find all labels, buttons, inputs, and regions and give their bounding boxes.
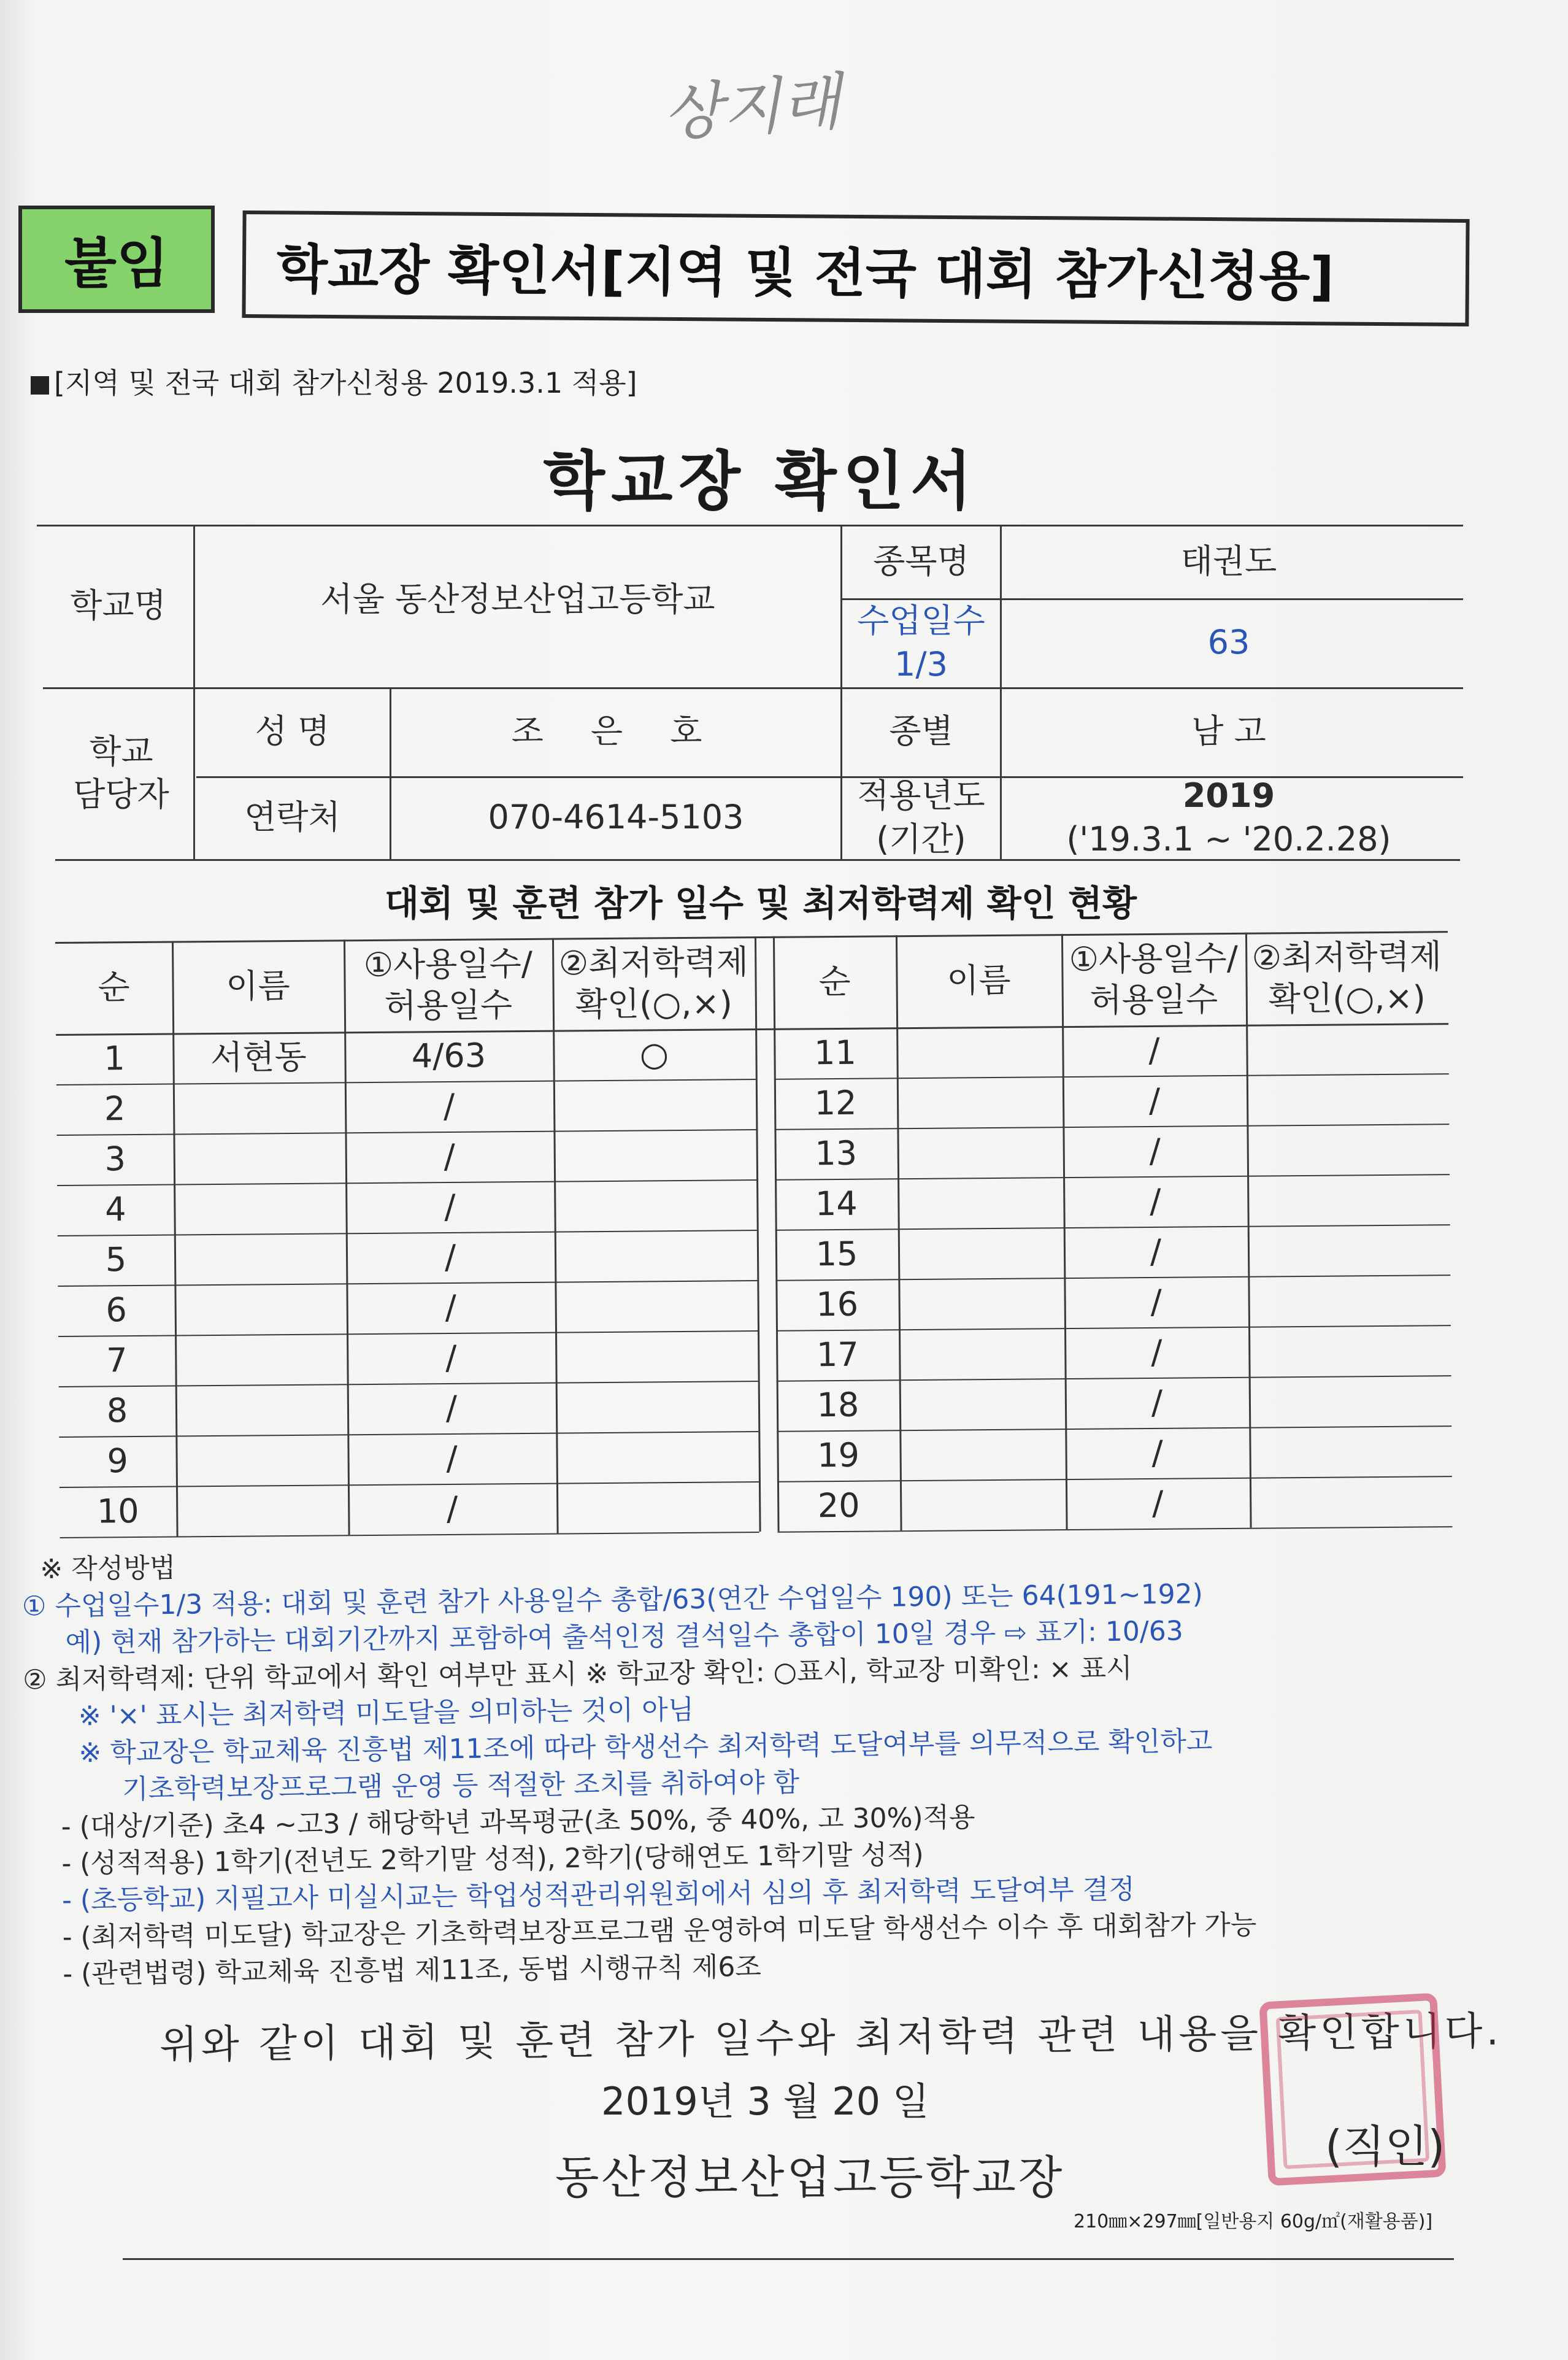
instruction-line: 기초학력보장프로그램 운영 등 적절한 조치를 취하여야 함 [121,1767,800,1805]
row-used-days: / [1150,1232,1162,1271]
row-number: 2 [104,1089,126,1128]
row-academic-check [1247,1124,1450,1176]
row-used-days: / [1151,1383,1163,1422]
row-academic-check [556,1381,759,1433]
row-name [900,1479,1066,1530]
instruction-line: ※ 학교장은 학교체육 진흥법 제11조에 따라 학생선수 최저학력 도달여부를 의무적으로 확인하고 [79,1726,1213,1769]
row-academic-check [553,1129,756,1181]
row-name [899,1378,1066,1430]
seal-label: (직인) [1325,2121,1445,2172]
row-name [173,1082,345,1133]
manager-label [49,687,193,859]
year-label-line1: 적용년도 [857,776,985,816]
instruction-line: ※ '×' 표시는 최저학력 미도달을 의미하는 것이 아님 [78,1694,694,1732]
row-academic-check [556,1481,759,1533]
school-label: 학교명 [70,586,166,625]
type-value: 남 고 [1191,712,1266,751]
row-number: 4 [104,1190,126,1229]
year-value [1002,776,1456,859]
attachment-badge: 붙임 [18,206,215,313]
row-used-days: / [1148,1031,1160,1070]
header-days-left [344,938,553,1032]
class-days-label-line2: 1/3 [894,644,948,684]
row-academic-check [555,1330,758,1382]
row-name [175,1384,348,1435]
name-value: 조 은 호 [511,712,721,751]
school-value: 서울 동산정보산업고등학교 [320,580,715,619]
row-used-days: / [1151,1484,1164,1523]
sport-label: 종목명 [873,541,969,580]
status-section-title: 대회 및 훈련 참가 일수 및 최저학력제 확인 현황 [384,882,1137,924]
row-name: 서현동 [210,1038,307,1078]
row-academic-check [556,1431,759,1483]
row-used-days: / [1151,1433,1163,1473]
subheading [31,361,637,401]
row-used-days: / [1150,1282,1163,1322]
instruction-line: ② 최저학력제: 단위 학교에서 확인 여부만 표시 ※ 학교장 확인: ○표시, 학교장 미확인: × 표시 [23,1652,1132,1696]
header-days-left-line1: ①사용일수/ [363,944,533,984]
header-days-right [1061,933,1246,1026]
row-name [174,1233,347,1284]
confirmation-statement: 위와 같이 대회 및 훈련 참가 일수와 최저학력 관련 내용을 확인합니다. [159,2008,1503,2069]
row-used-days: 4/63 [411,1036,486,1076]
row-number: 13 [815,1133,858,1173]
row-number: 7 [106,1341,128,1380]
instruction-line: 예) 현재 참가하는 대회기간까지 포함하여 출석인정 결석일수 총합이 10일 경우 ⇨ 표기: 10/63 [65,1615,1183,1659]
header-name-left: 이름 [226,966,290,1006]
row-name [175,1333,347,1385]
header-days-right-line1: ①사용일수/ [1069,938,1239,979]
class-days-label-line1: 수업일수 [857,601,985,641]
row-academic-check [1248,1224,1451,1276]
instruction-line: - (성적적용) 1학기(전년도 2학기말 성적), 2학기(당해연도 1학기말 성적) [61,1839,924,1880]
subheading-text: [지역 및 전국 대회 참가신청용 2019.3.1 적용] [54,366,637,399]
page-title: 학교장 확인서 [543,444,978,519]
row-academic-check [553,1079,756,1131]
row-name [897,1127,1063,1178]
row-name [898,1278,1064,1329]
row-number: 10 [96,1492,139,1531]
header-academic-left-line2: 확인(○,×) [575,984,733,1024]
row-used-days: / [446,1439,458,1478]
row-used-days: / [445,1389,458,1428]
row-number: 9 [107,1441,129,1481]
paper-spec-footer: 210㎜×297㎜[일반용지 60g/㎡(재활용품)] [1074,2211,1433,2232]
name-label: 성 명 [255,712,330,751]
participation-table [55,931,1459,1537]
row-number: 16 [816,1284,859,1324]
row-name [899,1429,1066,1480]
row-used-days: / [444,1137,456,1176]
row-used-days: / [444,1238,456,1277]
instruction-line: ① 수업일수1/3 적용: 대회 및 훈련 참가 사용일수 총합/63(연간 수업일수 190) 또는 64(191~192) [21,1578,1203,1622]
year-value-line1: 2019 [1182,776,1275,816]
instruction-line: ※ 작성방법 [40,1552,176,1586]
row-academic-check [1248,1325,1451,1377]
row-academic-check [1249,1425,1452,1478]
row-number: 1 [104,1039,125,1078]
row-name [174,1182,346,1234]
row-number: 12 [814,1083,857,1123]
year-value-line2: ('19.3.1 ~ '20.2.28) [1066,819,1391,858]
row-used-days: / [1148,1081,1161,1120]
instruction-line: - (관련법령) 학교체육 진흥법 제11조, 동법 시행규칙 제6조 [63,1951,762,1990]
row-academic-check [1248,1274,1451,1327]
row-name [173,1132,345,1184]
row-name [897,1076,1063,1128]
row-name [899,1328,1065,1379]
row-used-days: / [1149,1132,1161,1171]
sport-value: 태권도 [1180,541,1277,580]
row-academic-check [1250,1476,1453,1528]
manager-label-line1: 학교 [89,731,153,771]
row-name [898,1227,1064,1279]
header-name-right: 이름 [947,961,1011,1000]
header-academic-right [1245,931,1448,1025]
row-name [175,1434,348,1486]
row-used-days: / [446,1489,458,1529]
row-used-days: / [443,1087,455,1126]
row-academic-check: ○ [639,1035,669,1074]
row-number: 17 [816,1335,859,1375]
attachment-title: 학교장 확인서[지역 및 전국 대회 참가신청용] [242,210,1469,326]
header-academic-right-line1: ②최저학력제 [1251,936,1442,978]
row-number: 8 [106,1391,128,1430]
instruction-line: - (초등학교) 지필고사 미실시교는 학업성적관리위원회에서 심의 후 최저학력 도달여부 결정 [61,1873,1135,1916]
header-days-right-line2: 허용일수 [1090,980,1218,1020]
header-days-left-line2: 허용일수 [384,985,513,1025]
row-academic-check [554,1179,757,1232]
class-days-value: 63 [1207,623,1250,662]
row-academic-check [1247,1073,1450,1125]
contact-label: 연락처 [244,798,340,837]
row-number: 20 [817,1486,860,1525]
square-bullet-icon [31,376,49,395]
contact-value: 070-4614-5103 [488,798,744,837]
row-number: 6 [106,1290,128,1330]
row-name [896,1026,1063,1078]
manager-label-line2: 담당자 [73,775,169,814]
instruction-line: - (대상/기준) 초4 ~고3 / 해당학년 과목평균(초 50%, 중 40%, 고 30%)적용 [61,1802,975,1843]
row-number: 11 [813,1033,857,1073]
row-academic-check [1247,1174,1450,1226]
year-label [842,776,1000,859]
header-academic-left-line1: ②최저학력제 [558,942,749,983]
row-academic-check [1249,1375,1452,1427]
row-number: 14 [815,1184,858,1224]
row-number: 5 [105,1240,127,1279]
header-academic-left [552,936,755,1030]
row-number: 3 [104,1140,126,1179]
header-no-right: 순 [818,962,851,1001]
row-used-days: / [1150,1333,1163,1372]
row-used-days: / [444,1187,456,1227]
header-academic-right-line2: 확인(○,×) [1268,978,1426,1019]
row-used-days: / [445,1338,457,1378]
row-number: 19 [817,1435,860,1475]
row-academic-check [1246,1023,1449,1075]
row-name [897,1177,1064,1228]
instruction-line: - (최저학력 미도달) 학교장은 기초학력보장프로그램 운영하여 미도달 학생선수 이수 후 대회참가 가능 [62,1909,1257,1953]
row-number: 15 [815,1234,858,1274]
issue-date: 2019년 3 월 20 일 [601,2079,929,2124]
row-name [174,1283,347,1335]
handwritten-note: 상지래 [660,66,844,150]
row-used-days: / [1150,1182,1161,1221]
footer-divider [123,2258,1454,2260]
class-days-label [842,598,1000,687]
row-used-days: / [445,1288,457,1327]
row-academic-check [555,1230,758,1282]
header-no-left: 순 [98,968,130,1007]
row-name [176,1484,348,1536]
row-number: 18 [817,1385,859,1425]
principal-name: 동산정보산업고등학교장 [555,2151,1065,2204]
type-label: 종별 [889,712,953,751]
year-label-line2: (기간) [876,819,966,858]
row-academic-check [555,1280,758,1332]
